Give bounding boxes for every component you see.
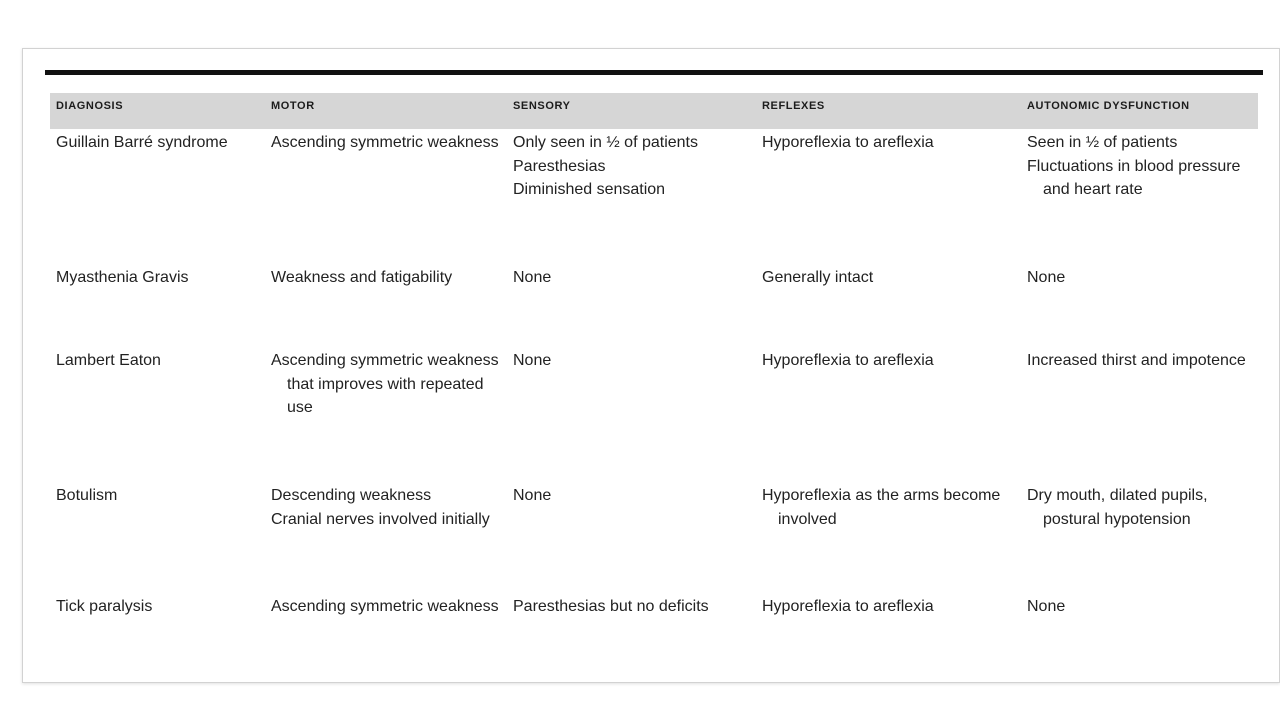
cell-autonomic — [1021, 593, 1258, 665]
document-card — [22, 48, 1280, 683]
cell-line: Cranial nerves involved initially — [271, 510, 490, 528]
header-diagnosis: DIAGNOSIS — [50, 93, 265, 129]
header-motor: MOTOR — [265, 93, 507, 129]
cell-line: None — [513, 352, 552, 369]
diagnosis-comparison-table — [50, 93, 1258, 665]
cell-motor — [265, 264, 507, 347]
cell-diagnosis — [50, 593, 265, 665]
cell-line: Paresthesias but no deficits — [513, 598, 709, 615]
cell-line: Dry mouth, dilated pupils, postural hypotension — [1027, 487, 1208, 528]
cell-line: Seen in ½ of patients — [1027, 134, 1178, 151]
cell-motor — [265, 482, 507, 593]
cell-line: Hyporeflexia to areflexia — [762, 598, 934, 615]
cell-sensory — [507, 347, 756, 482]
cell-motor — [265, 347, 507, 482]
cell-autonomic — [1021, 129, 1258, 264]
header-reflexes: REFLEXES — [756, 93, 1021, 129]
cell-sensory — [507, 264, 756, 347]
cell-line: Ascending symmetric weakness — [271, 598, 499, 615]
cell-line: None — [513, 487, 552, 504]
cell-line: None — [1027, 269, 1066, 286]
cell-sensory — [507, 482, 756, 593]
cell-motor — [265, 129, 507, 264]
cell-line: Tick paralysis — [56, 598, 153, 615]
cell-line: Ascending symmetric weakness — [271, 134, 499, 151]
table-row — [50, 129, 1258, 264]
header-autonomic-dysfunction: AUTONOMIC DYSFUNCTION — [1021, 93, 1258, 129]
cell-line: Paresthesias — [513, 157, 606, 175]
cell-line: Increased thirst and impotence — [1027, 352, 1246, 369]
header-row — [50, 93, 1258, 129]
cell-line: None — [1027, 598, 1066, 615]
cell-reflexes — [756, 264, 1021, 347]
cell-diagnosis — [50, 482, 265, 593]
cell-reflexes — [756, 347, 1021, 482]
cell-reflexes — [756, 482, 1021, 593]
cell-line: Diminished sensation — [513, 181, 666, 198]
cell-line: Lambert Eaton — [56, 352, 161, 369]
cell-sensory — [507, 129, 756, 264]
cell-diagnosis — [50, 264, 265, 347]
cell-line: Hyporeflexia to areflexia — [762, 352, 934, 369]
table-row — [50, 347, 1258, 482]
table-row — [50, 482, 1258, 593]
cell-line: Hyporeflexia to areflexia — [762, 134, 934, 151]
cell-line: Fluctuations in blood pressure and heart rate — [1027, 157, 1241, 198]
cell-line: Generally intact — [762, 269, 874, 286]
cell-line: Guillain Barré syndrome — [56, 134, 228, 151]
cell-line: Only seen in ½ of patients — [513, 134, 698, 151]
cell-line: Hyporeflexia as the arms become involved — [762, 487, 1001, 528]
cell-line: Weakness and fatigability — [271, 269, 453, 286]
cell-reflexes — [756, 129, 1021, 264]
cell-line: None — [513, 269, 552, 286]
cell-line: Botulism — [56, 487, 118, 504]
cell-reflexes — [756, 593, 1021, 665]
cell-diagnosis — [50, 129, 265, 264]
top-rule — [45, 70, 1263, 75]
cell-motor — [265, 593, 507, 665]
table-row — [50, 593, 1258, 665]
cell-autonomic — [1021, 264, 1258, 347]
cell-line: Ascending symmetric weakness that improves with repeated use — [271, 352, 499, 416]
cell-autonomic — [1021, 347, 1258, 482]
table-row — [50, 264, 1258, 347]
header-sensory: SENSORY — [507, 93, 756, 129]
cell-line: Myasthenia Gravis — [56, 269, 189, 286]
cell-diagnosis — [50, 347, 265, 482]
cell-sensory — [507, 593, 756, 665]
table-header — [50, 93, 1258, 129]
cell-autonomic — [1021, 482, 1258, 593]
cell-line: Descending weakness — [271, 487, 432, 504]
